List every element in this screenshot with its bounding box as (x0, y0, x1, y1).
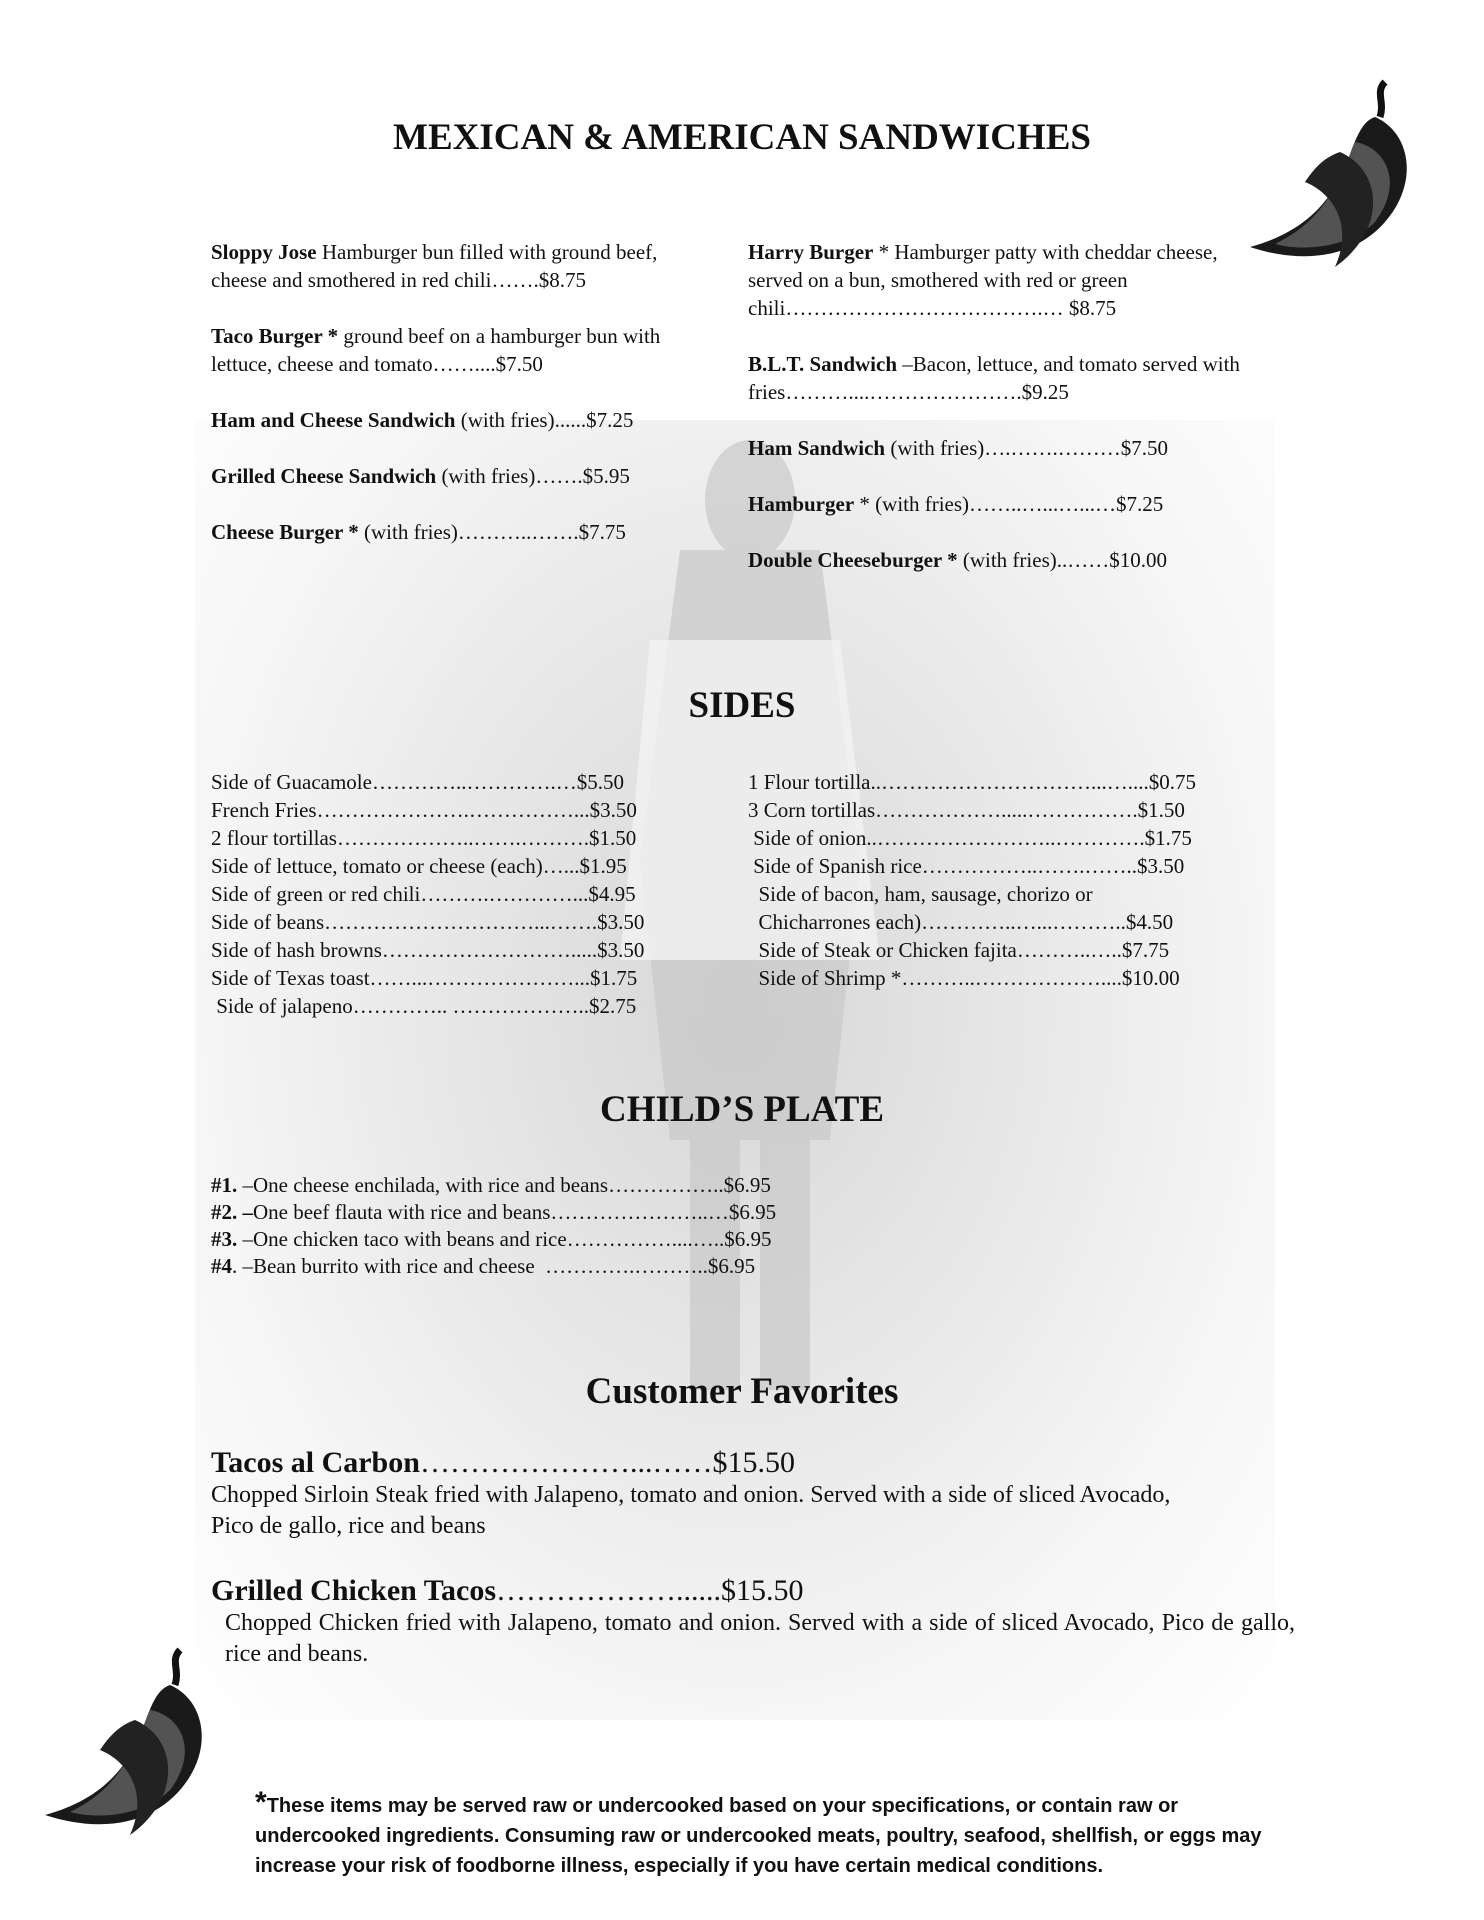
item-name: Hamburger (748, 492, 855, 516)
menu-item (748, 546, 1248, 574)
sides-left-column (211, 768, 644, 1020)
chili-pepper-icon (1235, 72, 1430, 272)
item-name: Ham and Cheese Sandwich (211, 408, 456, 432)
item-number: #3. (211, 1227, 238, 1251)
section-title-childs-plate: CHILD’S PLATE (599, 1089, 885, 1130)
child-item (211, 1199, 776, 1226)
item-description: * Hamburger patty with cheddar cheese, served on a bun, smothered with red or green chili……………………………….… $8.75 (748, 240, 1218, 320)
item-description: –One cheese enchilada, with rice and beans……………..$6.95 (237, 1173, 771, 1197)
item-name: Grilled Cheese Sandwich (211, 464, 437, 488)
item-number: #4 (211, 1254, 232, 1278)
menu-item (748, 434, 1248, 462)
menu-item (748, 350, 1248, 406)
side-item: Side of lettuce, tomato or cheese (each)…...$1.95 (211, 854, 627, 878)
menu-item (211, 238, 711, 294)
sandwiches-right-column (748, 238, 1248, 602)
item-description: One beef flauta with rice and beans…………………..…$6.95 (253, 1200, 777, 1224)
menu-item (211, 406, 711, 434)
item-name: Ham Sandwich (748, 436, 886, 460)
item-name: B.L.T. Sandwich (748, 352, 897, 376)
item-description: (with fries)………..…….$7.75 (358, 520, 626, 544)
item-description: * (with fries)……..…...…...…$7.25 (854, 492, 1164, 516)
favorite-name: Grilled Chicken Tacos (211, 1574, 497, 1607)
favorite-price: …………………...……$15.50 (419, 1446, 795, 1479)
side-item: French Fries………………….……………...$3.50 (211, 798, 637, 822)
item-name: Sloppy Jose (211, 240, 317, 264)
side-item: Side of Spanish rice……………..…….……..$3.50 (748, 854, 1185, 878)
item-description: Hamburger bun filled with ground beef, cheese and smothered in red chili…….$8.75 (211, 240, 658, 292)
favorite-description: Chopped Sirloin Steak fried with Jalapeno, tomato and onion. Served with a side of sliced Avocado, Pico de gallo, rice and beans (211, 1482, 1171, 1539)
section-title-sandwiches: MEXICAN & AMERICAN SANDWICHES (393, 117, 1091, 158)
childs-plate-list (211, 1172, 776, 1280)
child-item (211, 1172, 776, 1199)
item-description: –One chicken taco with beans and rice……………....…..$6.95 (237, 1227, 772, 1251)
favorite-item (211, 1446, 1291, 1542)
sandwiches-left-column (211, 238, 711, 574)
section-title-sides: SIDES (688, 685, 796, 726)
side-item: Side of beans…………………………...…….$3.50 (211, 910, 645, 934)
disclaimer (255, 1788, 1295, 1881)
item-description: (with fries)..……$10.00 (957, 548, 1167, 572)
favorite-item (211, 1574, 1295, 1670)
asterisk: * (255, 1786, 267, 1819)
side-item: 2 flour tortillas………………..…….……….$1.50 (211, 826, 637, 850)
item-description: –Bacon, lettuce, and tomato served with fries………....………………….$9.25 (748, 352, 1240, 404)
chili-pepper-icon (30, 1640, 225, 1840)
item-description: . –Bean burrito with rice and cheese ………….………..$6.95 (232, 1254, 756, 1278)
side-item: Side of green or red chili……….…………...$4.95 (211, 882, 636, 906)
section-title-customer-favorites: Customer Favorites (585, 1371, 899, 1412)
side-item: Side of hash browns……………………….....$3.50 (211, 938, 645, 962)
side-item: Side of Shrimp *………..………………....$10.00 (748, 966, 1180, 990)
menu-item (211, 518, 711, 546)
favorite-price: ………………......$15.50 (496, 1574, 804, 1607)
item-name: Taco Burger * (211, 324, 339, 348)
menu-item (211, 462, 711, 490)
item-name: Cheese Burger * (211, 520, 359, 544)
sides-right-column (748, 768, 1196, 992)
item-number: #2. – (211, 1200, 253, 1224)
item-name: Harry Burger (748, 240, 874, 264)
side-item: 3 Corn tortillas……………….....…………….$1.50 (748, 798, 1185, 822)
side-item: Side of Steak or Chicken fajita………..…..$7.75 (748, 938, 1170, 962)
side-item: Side of jalapeno………….. ………………..$2.75 (211, 994, 637, 1018)
disclaimer-text: These items may be served raw or undercooked based on your specifications, or contain raw or undercooked ingredients. Consuming raw or undercooked meats, poultry, seafood, shellfish, or eggs may increase your risk of foodborne illness, especially if you have certain medical conditions. (255, 1795, 1262, 1877)
item-number: #1. (211, 1173, 238, 1197)
side-item: Side of onion..……………………..………….$1.75 (748, 826, 1192, 850)
menu-item (748, 490, 1248, 518)
side-item: Chicharrones each)…………..…...………..$4.50 (748, 910, 1174, 934)
menu-item (748, 238, 1248, 322)
child-item (211, 1253, 776, 1280)
favorite-name: Tacos al Carbon (211, 1446, 420, 1479)
item-description: ground beef on a hamburger bun with lettuce, cheese and tomato……....$7.50 (211, 324, 661, 376)
side-item: Side of Guacamole…………..………….…$5.50 (211, 770, 624, 794)
side-item: Side of Texas toast……...…………………...$1.75 (211, 966, 638, 990)
item-description: (with fries)......$7.25 (455, 408, 634, 432)
side-item: Side of bacon, ham, sausage, chorizo or (748, 882, 1093, 906)
menu-item (211, 322, 711, 378)
side-item: 1 Flour tortilla..…………………………...…....$0.75 (748, 770, 1196, 794)
item-description: (with fries)….…….………$7.50 (885, 436, 1169, 460)
item-name: Double Cheeseburger * (748, 548, 958, 572)
child-item (211, 1226, 776, 1253)
favorite-description: Chopped Chicken fried with Jalapeno, tomato and onion. Served with a side of sliced Avocado, Pico de gallo, rice and beans. (225, 1610, 1295, 1667)
item-description: (with fries)…….$5.95 (436, 464, 630, 488)
